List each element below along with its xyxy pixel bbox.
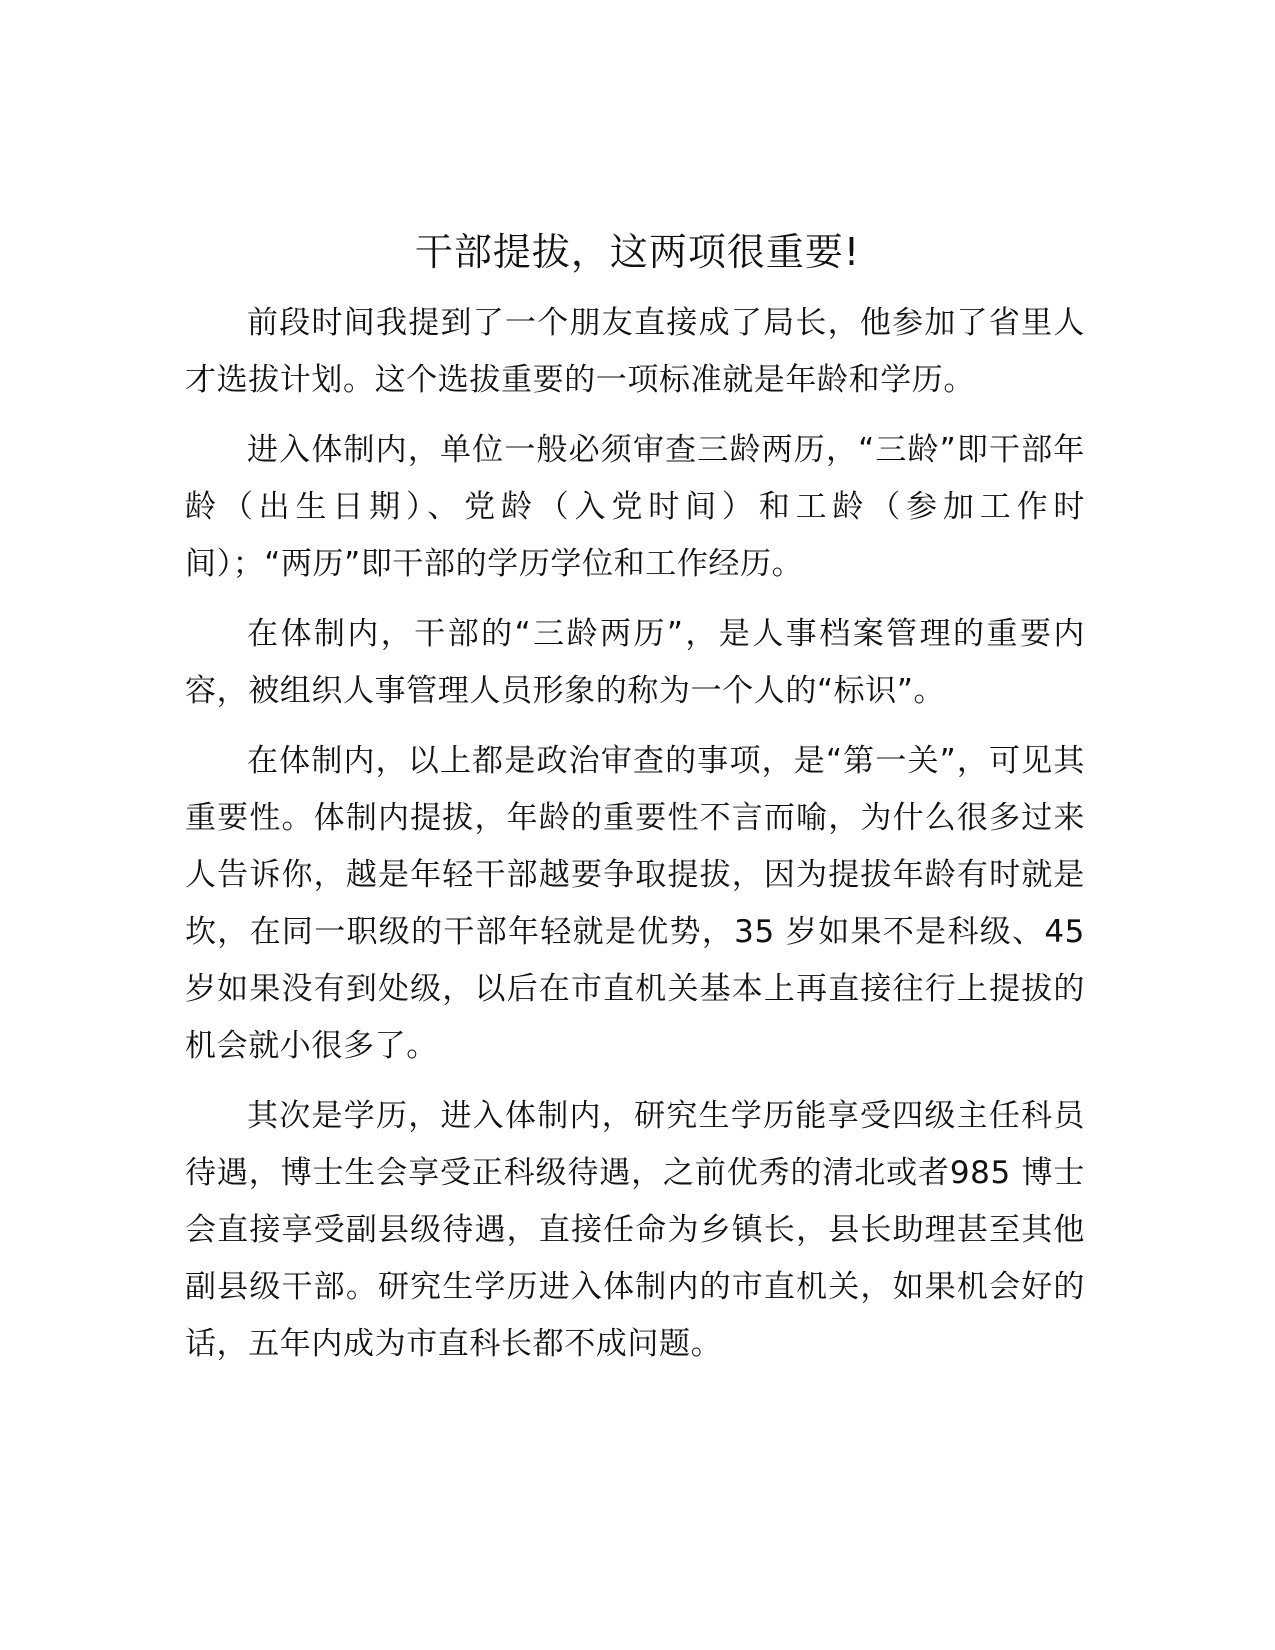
paragraph-1: 前段时间我提到了一个朋友直接成了局长，他参加了省里人才选拔计划。这个选拔重要的一项标准就是年龄和学历。 <box>185 305 1085 398</box>
document-body <box>185 295 1085 1386</box>
page-title: 干部提拔，这两项很重要! <box>414 230 861 274</box>
paragraph-4: 在体制内，以上都是政治审查的事项，是“第一关”，可见其重要性。体制内提拔，年龄的重要性不言而喻，为什么很多过来人告诉你，越是年轻干部越要争取提拔，因为提拔年龄有时就是坎，在同一职级的干部年轻就是优势，35 岁如果不是科级、45 岁如果没有到处级，以后在市直机关基本上再直接往行上提拔的机会就小很多了。 <box>185 743 1085 1064</box>
paragraph-2: 进入体制内，单位一般必须审查三龄两历，“三龄”即干部年龄（出生日期）、党龄（入党时间）和工龄（参加工作时间）；“两历”即干部的学历学位和工作经历。 <box>185 432 1085 582</box>
paragraph-5: 其次是学历，进入体制内，研究生学历能享受四级主任科员待遇，博士生会享受正科级待遇，之前优秀的清北或者985 博士会直接享受副县级待遇，直接任命为乡镇长，县长助理甚至其他副县级干部。研究生学历进入体制内的市直机关，如果机会好的话，五年内成为市直科长都不成问题。 <box>185 1098 1085 1362</box>
paragraph-3: 在体制内，干部的“三龄两历”，是人事档案管理的重要内容，被组织人事管理人员形象的称为一个人的“标识”。 <box>185 616 1085 709</box>
